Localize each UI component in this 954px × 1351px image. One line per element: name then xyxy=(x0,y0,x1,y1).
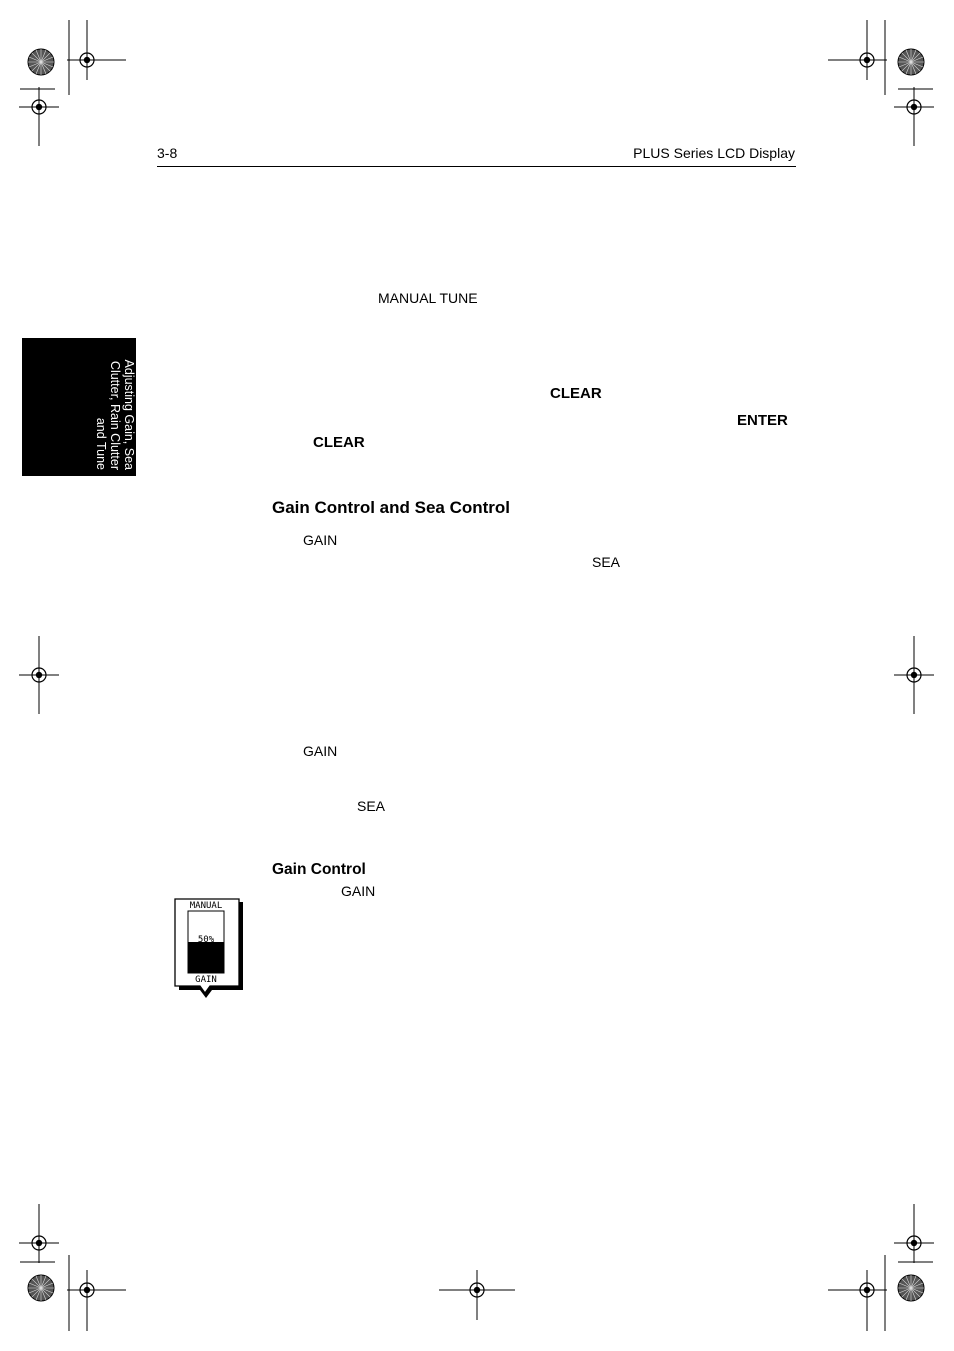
gain-indicator-value: 50% xyxy=(197,935,215,945)
header-rule xyxy=(157,166,796,167)
manual-tune-label: MANUAL TUNE xyxy=(378,290,478,306)
gain-label: GAIN xyxy=(341,883,376,899)
clear-key-label: CLEAR xyxy=(313,434,365,451)
gain-label: GAIN xyxy=(303,743,338,759)
enter-key-label: ENTER xyxy=(737,412,788,429)
sea-label: SEA xyxy=(592,554,621,570)
clear-key-label: CLEAR xyxy=(550,385,602,402)
chapter-side-tab-label xyxy=(94,346,136,470)
gain-label: GAIN xyxy=(303,532,338,548)
gain-indicator-bottom-label: GAIN xyxy=(195,975,217,985)
side-tab-line: Adjusting Gain, Sea xyxy=(122,359,136,470)
gain-indicator-top-label: MANUAL xyxy=(189,901,223,911)
subsection-heading: Gain Control xyxy=(272,861,366,878)
gain-level-fill xyxy=(188,942,224,973)
page-number: 3-8 xyxy=(157,145,178,161)
sea-label: SEA xyxy=(357,798,386,814)
side-tab-line: and Tune xyxy=(94,417,108,470)
section-heading: Gain Control and Sea Control xyxy=(272,498,511,517)
gain-indicator-illustration xyxy=(172,897,244,1003)
running-header-title: PLUS Series LCD Display xyxy=(633,145,795,161)
side-tab-line: Clutter, Rain Clutter xyxy=(108,360,122,470)
